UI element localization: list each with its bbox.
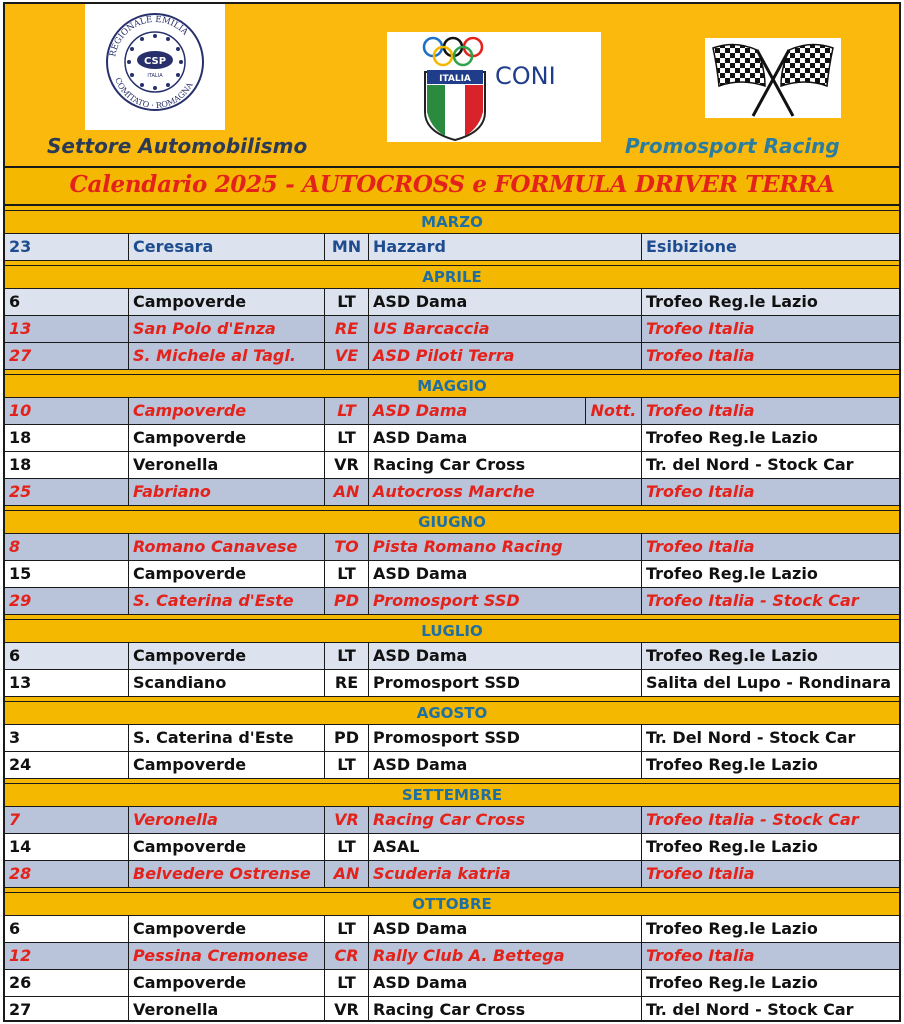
event-type: Trofeo Italia <box>646 401 755 420</box>
event-province: RE <box>325 316 369 342</box>
sector-right-label: Promosport Racing <box>625 134 840 158</box>
event-day: 18 <box>5 425 129 451</box>
event-place: Campoverde <box>129 289 325 315</box>
event-day: 28 <box>5 861 129 887</box>
event-organizer: Hazzard <box>369 234 642 260</box>
event-province: PD <box>325 725 369 751</box>
csp-logo <box>85 4 225 130</box>
calendar-row <box>5 234 899 261</box>
event-organizer: Rally Club A. Bettega <box>369 943 642 969</box>
event-organizer: Autocross Marche <box>369 479 642 505</box>
month-header-aprile: APRILE <box>5 265 899 289</box>
event-organizer: US Barcaccia <box>369 316 642 342</box>
event-organizer: Racing Car Cross <box>369 997 642 1022</box>
event-province: LT <box>325 289 369 315</box>
event-province: RE <box>325 670 369 696</box>
calendar-row <box>5 398 899 425</box>
event-place: Campoverde <box>129 398 325 424</box>
event-organizer: ASD Dama <box>369 398 642 424</box>
event-day: 3 <box>5 725 129 751</box>
event-type: Trofeo Italia <box>646 864 755 883</box>
event-type: Trofeo Italia <box>646 319 755 338</box>
header <box>5 4 899 168</box>
event-place: Fabriano <box>129 479 325 505</box>
calendar-row <box>5 725 899 752</box>
event-day: 18 <box>5 452 129 478</box>
event-day: 6 <box>5 643 129 669</box>
event-organizer: Promosport SSD <box>369 588 642 614</box>
calendar-row <box>5 588 899 615</box>
calendar-row <box>5 316 899 343</box>
calendar-row <box>5 970 899 997</box>
event-place: Campoverde <box>129 425 325 451</box>
calendar-row <box>5 943 899 970</box>
calendar-sheet <box>3 2 901 1022</box>
event-type: Trofeo Italia <box>646 482 755 501</box>
event-day: 13 <box>5 670 129 696</box>
month-header-luglio: LUGLIO <box>5 619 899 643</box>
event-place: S. Caterina d'Este <box>129 588 325 614</box>
event-organizer: ASAL <box>369 834 642 860</box>
event-province: VE <box>325 343 369 369</box>
event-organizer: Racing Car Cross <box>369 807 642 833</box>
calendar-row <box>5 534 899 561</box>
event-province: TO <box>325 534 369 560</box>
event-province: CR <box>325 943 369 969</box>
event-province: LT <box>325 834 369 860</box>
calendar-row <box>5 289 899 316</box>
event-province: LT <box>325 643 369 669</box>
calendar-row <box>5 670 899 697</box>
event-note: Nott. <box>585 398 642 424</box>
event-day: 27 <box>5 997 129 1022</box>
event-province: LT <box>325 561 369 587</box>
event-type: Trofeo Reg.le Lazio <box>646 837 818 856</box>
racing-flags-logo <box>705 38 841 118</box>
event-type: Salita del Lupo - Rondinara <box>646 673 891 692</box>
event-type: Trofeo Reg.le Lazio <box>646 646 818 665</box>
event-day: 27 <box>5 343 129 369</box>
event-place: Pessina Cremonese <box>129 943 325 969</box>
event-type: Trofeo Italia <box>646 346 755 365</box>
calendar-row <box>5 916 899 943</box>
event-organizer: Racing Car Cross <box>369 452 642 478</box>
event-province: LT <box>325 425 369 451</box>
svg-text:CSP: CSP <box>143 56 167 67</box>
calendar-row <box>5 861 899 888</box>
event-type: Trofeo Italia - Stock Car <box>646 591 859 610</box>
event-place: Veronella <box>129 997 325 1022</box>
month-header-settembre: SETTEMBRE <box>5 783 899 807</box>
event-place: San Polo d'Enza <box>129 316 325 342</box>
calendar-row <box>5 997 899 1022</box>
event-place: S. Michele al Tagl. <box>129 343 325 369</box>
event-type: Trofeo Reg.le Lazio <box>646 292 818 311</box>
event-type: Trofeo Italia <box>646 946 755 965</box>
checkered-flag-icon <box>705 38 841 118</box>
event-day: 7 <box>5 807 129 833</box>
event-place: Campoverde <box>129 752 325 778</box>
event-day: 29 <box>5 588 129 614</box>
event-place: Ceresara <box>129 234 325 260</box>
calendar-row <box>5 807 899 834</box>
calendar-table <box>5 206 899 1022</box>
event-day: 6 <box>5 289 129 315</box>
month-header-ottobre: OTTOBRE <box>5 892 899 916</box>
title-bar <box>5 168 899 206</box>
event-day: 12 <box>5 943 129 969</box>
calendar-row <box>5 343 899 370</box>
coni-logo <box>387 32 601 142</box>
event-type: Esibizione <box>646 237 737 256</box>
event-type: Trofeo Reg.le Lazio <box>646 564 818 583</box>
event-province: VR <box>325 807 369 833</box>
event-organizer: ASD Dama <box>369 561 642 587</box>
event-type: Tr. del Nord - Stock Car <box>646 455 854 474</box>
csp-seal-icon <box>85 4 225 130</box>
month-header-agosto: AGOSTO <box>5 701 899 725</box>
month-header-giugno: GIUGNO <box>5 510 899 534</box>
event-day: 13 <box>5 316 129 342</box>
event-province: LT <box>325 916 369 942</box>
event-organizer: ASD Dama <box>369 425 642 451</box>
event-place: S. Caterina d'Este <box>129 725 325 751</box>
event-type: Tr. Del Nord - Stock Car <box>646 728 856 747</box>
coni-wordmark: CONI <box>495 62 556 90</box>
event-place: Veronella <box>129 452 325 478</box>
event-type: Trofeo Reg.le Lazio <box>646 428 818 447</box>
event-organizer: ASD Dama <box>369 970 642 996</box>
event-day: 26 <box>5 970 129 996</box>
event-place: Campoverde <box>129 916 325 942</box>
event-day: 6 <box>5 916 129 942</box>
event-day: 14 <box>5 834 129 860</box>
event-organizer: ASD Dama <box>369 916 642 942</box>
event-province: VR <box>325 452 369 478</box>
event-province: VR <box>325 997 369 1022</box>
event-place: Veronella <box>129 807 325 833</box>
calendar-row <box>5 452 899 479</box>
event-type: Trofeo Italia <box>646 537 755 556</box>
svg-text:COMITATO · ROMAGNA: COMITATO · ROMAGNA <box>113 76 195 111</box>
olympic-rings-icon <box>387 32 601 142</box>
event-organizer: Promosport SSD <box>369 670 642 696</box>
event-place: Campoverde <box>129 643 325 669</box>
page-title: Calendario 2025 - AUTOCROSS e FORMULA DRIVER TERRA <box>69 171 835 198</box>
event-province: MN <box>325 234 369 260</box>
event-type: Trofeo Reg.le Lazio <box>646 973 818 992</box>
event-place: Campoverde <box>129 970 325 996</box>
event-province: AN <box>325 479 369 505</box>
event-day: 15 <box>5 561 129 587</box>
month-header-maggio: MAGGIO <box>5 374 899 398</box>
sector-left-label: Settore Automobilismo <box>47 134 308 158</box>
calendar-row <box>5 479 899 506</box>
event-province: LT <box>325 752 369 778</box>
event-place: Romano Canavese <box>129 534 325 560</box>
coni-flag-label: ITALIA <box>439 74 471 84</box>
event-place: Belvedere Ostrense <box>129 861 325 887</box>
event-place: Campoverde <box>129 834 325 860</box>
event-place: Scandiano <box>129 670 325 696</box>
event-province: PD <box>325 588 369 614</box>
event-place: Campoverde <box>129 561 325 587</box>
calendar-row <box>5 643 899 670</box>
event-day: 23 <box>5 234 129 260</box>
event-province: AN <box>325 861 369 887</box>
calendar-row <box>5 752 899 779</box>
event-organizer: ASD Dama <box>369 289 642 315</box>
event-day: 24 <box>5 752 129 778</box>
event-organizer: Pista Romano Racing <box>369 534 642 560</box>
event-day: 8 <box>5 534 129 560</box>
svg-text:REGIONALE EMILIA: REGIONALE EMILIA <box>108 14 190 58</box>
calendar-row <box>5 425 899 452</box>
event-organizer: Scuderia katria <box>369 861 642 887</box>
event-organizer: ASD Piloti Terra <box>369 343 642 369</box>
event-province: LT <box>325 398 369 424</box>
svg-text:ITALIA: ITALIA <box>147 73 163 79</box>
month-header-marzo: MARZO <box>5 210 899 234</box>
event-organizer: ASD Dama <box>369 752 642 778</box>
calendar-row <box>5 834 899 861</box>
event-organizer: Promosport SSD <box>369 725 642 751</box>
event-type: Trofeo Reg.le Lazio <box>646 919 818 938</box>
calendar-row <box>5 561 899 588</box>
event-organizer: ASD Dama <box>369 643 642 669</box>
event-day: 10 <box>5 398 129 424</box>
event-type: Trofeo Italia - Stock Car <box>646 810 859 829</box>
event-province: LT <box>325 970 369 996</box>
event-day: 25 <box>5 479 129 505</box>
event-type: Trofeo Reg.le Lazio <box>646 755 818 774</box>
event-type: Tr. del Nord - Stock Car <box>646 1000 854 1019</box>
